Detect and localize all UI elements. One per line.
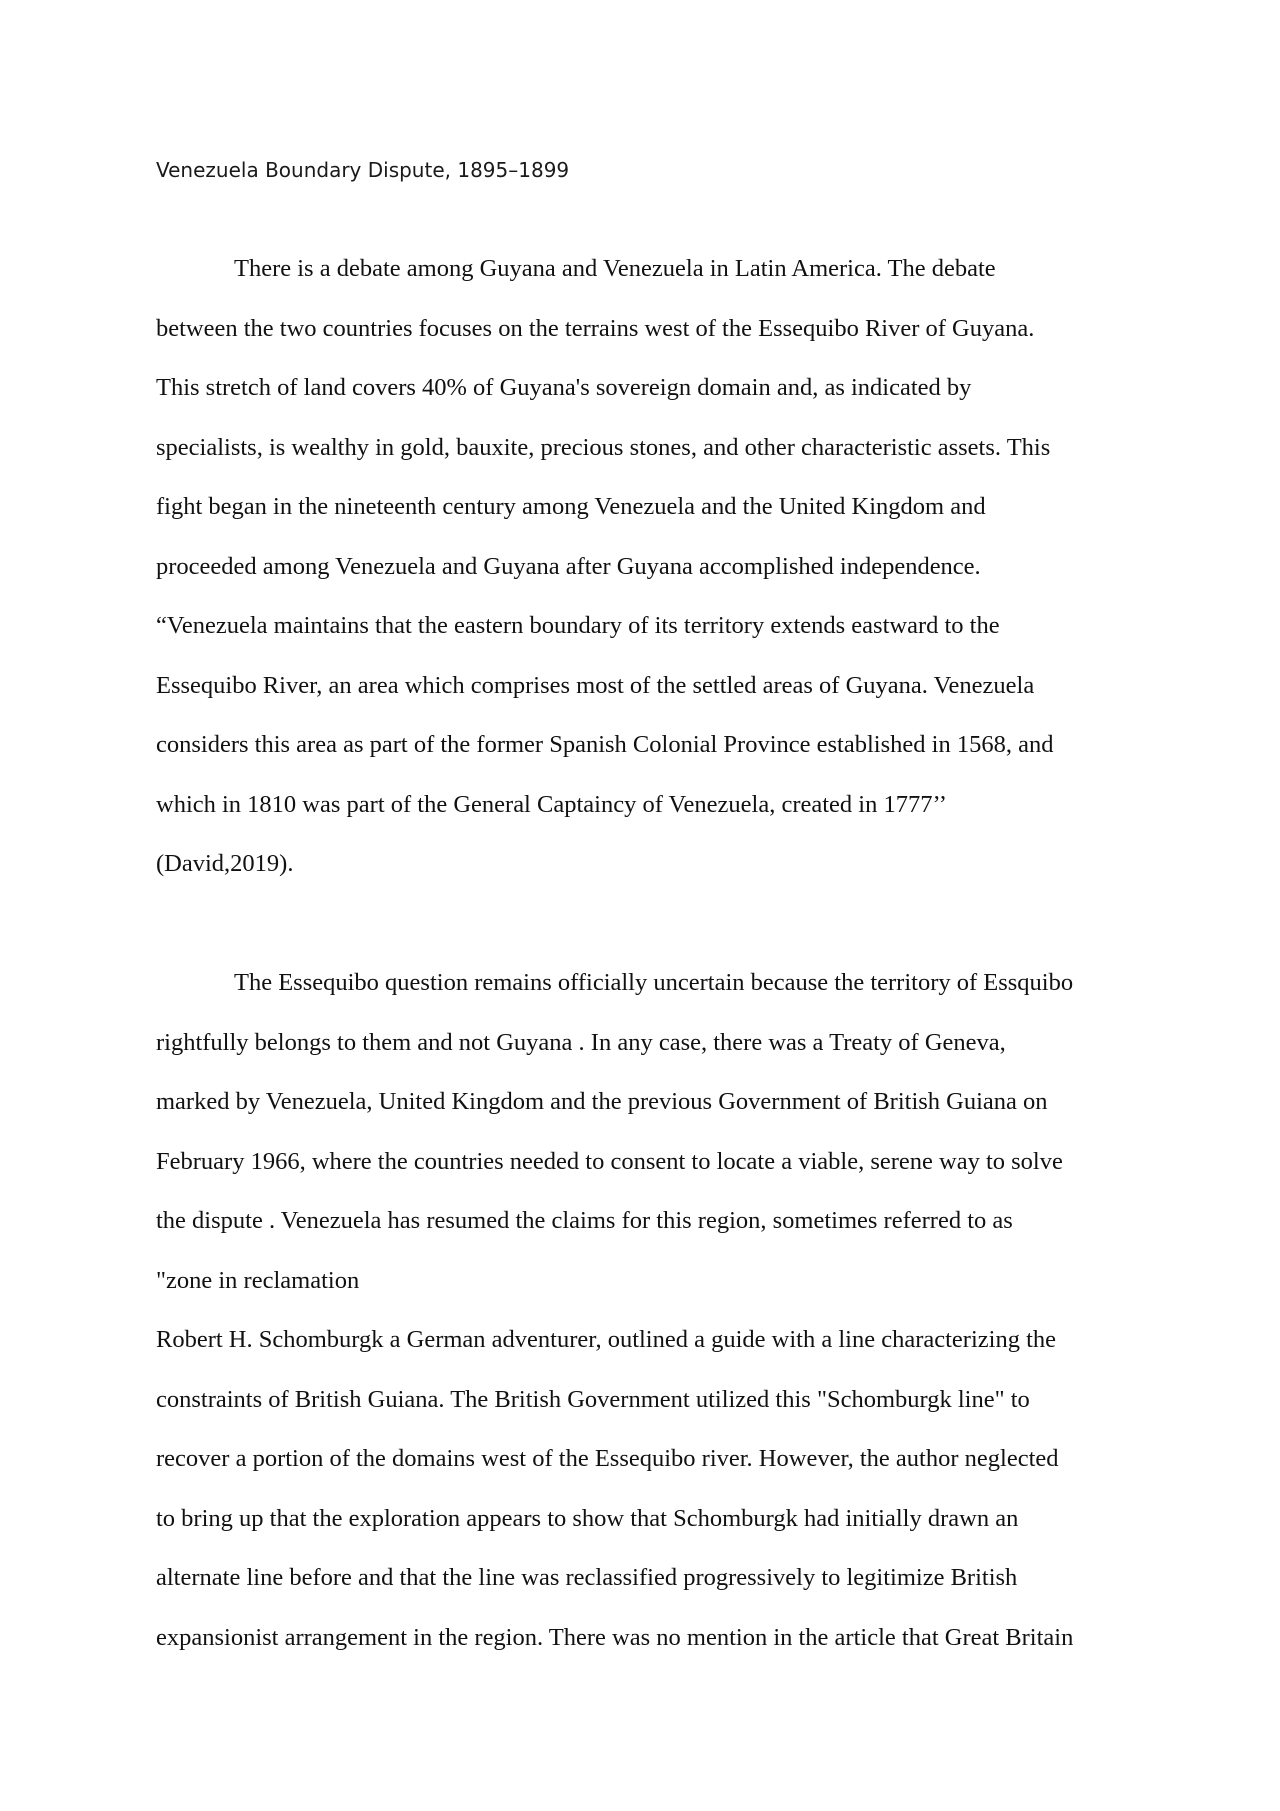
paragraph-1-line: This stretch of land covers 40% of Guyana's sovereign domain and, as indicated by <box>156 374 972 401</box>
paragraph-1-line: which in 1810 was part of the General Captaincy of Venezuela, created in 1777’’ <box>156 791 947 818</box>
paragraph-1-line: specialists, is wealthy in gold, bauxite, precious stones, and other characteristic assets. This <box>156 434 1051 461</box>
paragraph-2-line: the dispute . Venezuela has resumed the claims for this region, sometimes referred to as <box>156 1207 1013 1234</box>
paragraph-1-line: (David,2019). <box>156 850 294 877</box>
paragraph-1-line: considers this area as part of the former Spanish Colonial Province established in 1568, and <box>156 731 1054 758</box>
paragraph-1-line: between the two countries focuses on the terrains west of the Essequibo River of Guyana. <box>156 315 1035 342</box>
paragraph-3-line: expansionist arrangement in the region. There was no mention in the article that Great Britain <box>156 1624 1074 1651</box>
paragraph-1-line: There is a debate among Guyana and Venezuela in Latin America. The debate <box>234 255 996 282</box>
paragraph-1-line: Essequibo River, an area which comprises most of the settled areas of Guyana. Venezuela <box>156 672 1035 699</box>
paragraph-2-line: The Essequibo question remains officially uncertain because the territory of Essquibo <box>234 969 1074 996</box>
paragraph-3-line: alternate line before and that the line was reclassified progressively to legitimize British <box>156 1564 1018 1591</box>
paragraph-2-line: marked by Venezuela, United Kingdom and the previous Government of British Guiana on <box>156 1088 1048 1115</box>
document-title: Venezuela Boundary Dispute, 1895–1899 <box>156 158 570 182</box>
paragraph-1-line: proceeded among Venezuela and Guyana after Guyana accomplished independence. <box>156 553 981 580</box>
paragraph-3-line: constraints of British Guiana. The British Government utilized this "Schomburgk line" to <box>156 1386 1030 1413</box>
paragraph-2-line: "zone in reclamation <box>156 1267 360 1294</box>
paragraph-2-line: rightfully belongs to them and not Guyana . In any case, there was a Treaty of Geneva, <box>156 1029 1006 1056</box>
paragraph-3-line: recover a portion of the domains west of the Essequibo river. However, the author neglected <box>156 1445 1059 1472</box>
paragraph-2-line: February 1966, where the countries needed to consent to locate a viable, serene way to solve <box>156 1148 1063 1175</box>
paragraph-3-line: Robert H. Schomburgk a German adventurer, outlined a guide with a line characterizing the <box>156 1326 1057 1353</box>
paragraph-3-line: to bring up that the exploration appears to show that Schomburgk had initially drawn an <box>156 1505 1019 1532</box>
paragraph-1-line: “Venezuela maintains that the eastern boundary of its territory extends eastward to the <box>156 612 1000 639</box>
paragraph-1-line: fight began in the nineteenth century among Venezuela and the United Kingdom and <box>156 493 986 520</box>
